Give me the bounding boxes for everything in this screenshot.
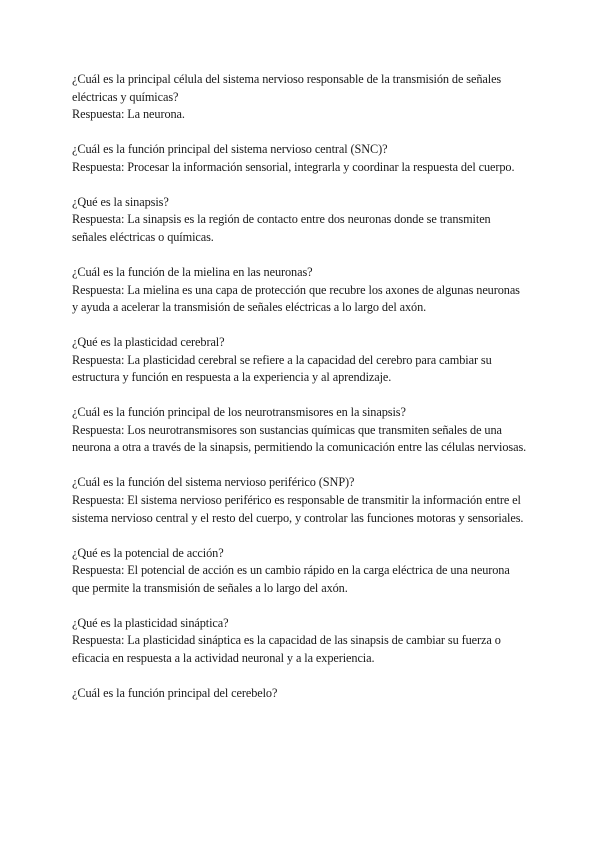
- qa-item-9: [72, 615, 528, 668]
- qa-item-7: [72, 474, 528, 527]
- question-text: ¿Cuál es la función de la mielina en las neuronas?: [72, 264, 313, 279]
- qa-item-10: [72, 685, 528, 703]
- question-text: ¿Cuál es la función principal del cerebelo?: [72, 685, 278, 700]
- question-text: ¿Cuál es la función principal del sistema nervioso central (SNC)?: [72, 142, 388, 157]
- question-text: ¿Cuál es la función principal de los neurotransmisores en la sinapsis?: [72, 405, 406, 420]
- qa-item-6: [72, 404, 528, 457]
- qa-item-8: [72, 545, 528, 598]
- question-text: ¿Cuál es la función del sistema nervioso periférico (SNP)?: [72, 475, 355, 490]
- document-body: [72, 71, 528, 720]
- answer-text: Respuesta: El potencial de acción es un cambio rápido en la carga eléctrica de una neurona que permite la transmisión de señales a lo largo del axón.: [72, 563, 510, 595]
- answer-text: Respuesta: La plasticidad cerebral se refiere a la capacidad del cerebro para cambiar su estructura y función en respuesta a la experiencia y al aprendizaje.: [72, 352, 492, 385]
- question-text: ¿Qué es la potencial de acción?: [72, 545, 224, 560]
- answer-text: Respuesta: Los neurotransmisores son sustancias químicas que transmiten señales de una neurona a otra a través de la sinapsis, permitiendo la comunicación entre las células nerviosas.: [72, 422, 527, 455]
- question-text: ¿Qué es la plasticidad cerebral?: [72, 335, 225, 350]
- answer-text: Respuesta: La mielina es una capa de protección que recubre los axones de algunas neuronas y ayuda a acelerar la transmisión de señales eléctricas a lo largo del axón.: [72, 282, 520, 315]
- answer-text: Respuesta: La neurona.: [72, 107, 185, 122]
- qa-item-3: [72, 194, 528, 247]
- question-text: ¿Qué es la plasticidad sináptica?: [72, 615, 229, 630]
- answer-text: Respuesta: La plasticidad sináptica es la capacidad de las sinapsis de cambiar su fuerza o eficacia en respuesta a la actividad neuronal y a la experiencia.: [72, 633, 501, 665]
- qa-item-1: [72, 71, 528, 124]
- qa-item-4: [72, 264, 528, 317]
- question-text: ¿Qué es la sinapsis?: [72, 194, 169, 209]
- answer-text: Respuesta: La sinapsis es la región de contacto entre dos neuronas donde se transmiten señales eléctricas o químicas.: [72, 212, 491, 244]
- qa-item-2: [72, 141, 528, 176]
- answer-text: Respuesta: Procesar la información sensorial, integrarla y coordinar la respuesta del cuerpo.: [72, 159, 515, 174]
- qa-item-5: [72, 334, 528, 387]
- question-text: ¿Cuál es la principal célula del sistema nervioso responsable de la transmisión de señales eléctricas y químicas?: [72, 72, 502, 104]
- answer-text: Respuesta: El sistema nervioso periférico es responsable de transmitir la información entre el sistema nervioso central y el resto del cuerpo, y controlar las funciones motoras y sensoriales.: [72, 493, 524, 525]
